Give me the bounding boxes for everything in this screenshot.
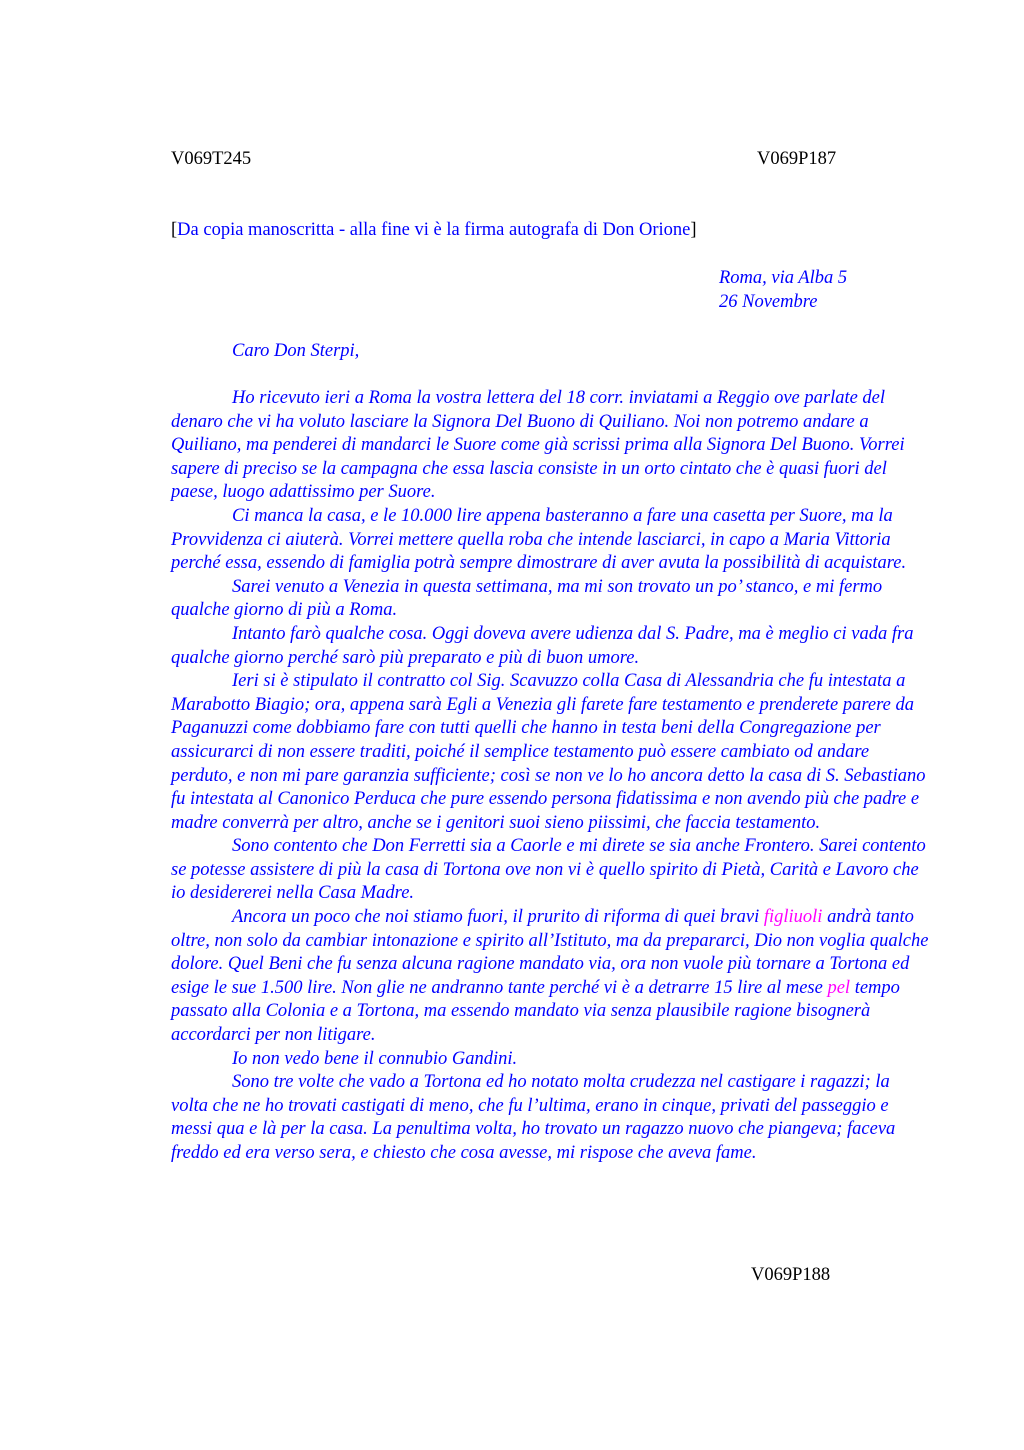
paragraph-9: Sono tre volte che vado a Tortona ed ho notato molta crudezza nel castigare i ragazzi; la volta che ne ho trovati castigati di meno, che fu l’ultima, erano in cinque, privati del passeggio e messi qua e là per la casa. La penultima volta, ho trovato un ragazzo nuovo che piangeva; faceva freddo ed era verso sera, e chiesto che cosa avesse, mi rispose che aveva fame. — [171, 1072, 896, 1163]
paragraph-2: Ci manca la casa, e le 10.000 lire appena basteranno a fare una casetta per Suore, ma la Provvidenza ci aiuterà. Vorrei mettere quella roba che intende lasciarci, in capo a Maria Vittoria perché essa, essendo di famiglia potrà sempre dimostrare di aver avuta la possibilità di acquistare. — [171, 505, 907, 574]
paragraph-7-part-c: andrà tanto oltre, non solo da cambiar intonazione e spirito all’Istituto, ma da prepararci, Dio non voglia qualche dolore. Quel Beni che fu senza alcuna ragione mandato via, ora non vuole più tornare a Tortona ed esige le sue 1.500 lire. Non glie ne andranno tante perché vi è a detrarre 15 lire al mese — [171, 907, 929, 998]
paragraph-6: Sono contento che Don Ferretti sia a Caorle e mi direte se sia anche Frontero. Sarei contento se potesse assistere di più la casa di Tortona ove non vi è quello spirito di Pietà, Carità e Lavoro che io desidererei nella Casa Madre. — [171, 836, 926, 904]
letter-date: 26 Novembre — [719, 291, 818, 312]
paragraph-7-part-a: Ancora un poco che noi stiamo fuori, il prurito di riforma di quei bravi — [232, 907, 764, 928]
paragraph-7 — [171, 906, 931, 1048]
paragraph-8: Io non vedo bene il connubio Gandini. — [232, 1048, 518, 1069]
letter-body — [171, 387, 931, 1166]
paragraph-5: Ieri si è stipulato il contratto col Sig. Scavuzzo colla Casa di Alessandria che fu intestata a Marabotto Biagio; ora, appena sarà Egli a Venezia gli farete fare testamento e prenderete parere da Paganuzzi come dobbiamo fare con tutti quelli che hanno in testa beni della Congregazione per assicurarci di non essere traditi, poiché il semplice testamento può essere cambiato od andare perduto, e non mi pare garanzia sufficiente; così se non ve lo ho ancora detto la casa di S. Sebastiano fu intestata al Canonico Perduca che pure essendo persona fidatissima e non avendo più che padre e madre converrà per altro, anche se i genitori suoi sieno piissimi, che faccia testamento. — [171, 671, 926, 833]
paragraph-1: Ho ricevuto ieri a Roma la vostra lettera del 18 corr. inviatami a Reggio ove parlate del denaro che vi ha voluto lasciare la Signora Del Buono di Quiliano. Noi non potremo andare a Quiliano, ma penderei di mandarci le Suore come già scrissi prima alla Signora Del Buono. Vorrei sapere di preciso se la campagna che essa lascia consiste in un orto cintato che è quasi fuori del paese, luogo adattissimo per Suore. — [171, 388, 905, 503]
volume-ref-left: V069T245 — [171, 149, 252, 169]
place-date-block — [719, 267, 847, 314]
letter-place: Roma, via Alba 5 — [719, 268, 848, 288]
source-note — [171, 219, 697, 243]
note-open-bracket: [ — [171, 220, 178, 240]
note-text: Da copia manoscritta - alla fine vi è la firma autografa di Don Orione — [177, 220, 691, 240]
paragraph-4: Intanto farò qualche cosa. Oggi doveva avere udienza dal S. Padre, ma è meglio ci vada fra qualche giorno perché sarò più preparato e più di buon umore. — [171, 623, 914, 668]
page-ref-right: V069P187 — [757, 149, 837, 169]
paragraph-3: Sarei venuto a Venezia in questa settimana, ma mi son trovato un po’ stanco, e mi fermo qualche giorno di più a Roma. — [171, 576, 883, 621]
paragraph-7-part-e: tempo passato alla Colonia e a Tortona, ma essendo mandato via senza plausibile ragione bisognerà accordarci per non litigare. — [171, 977, 900, 1046]
page-ref-bottom: V069P188 — [751, 1265, 831, 1285]
salutation: Caro Don Sterpi, — [232, 341, 360, 361]
highlighted-word-figliuoli: figliuoli — [763, 907, 823, 928]
highlighted-word-pel: pel — [827, 977, 851, 998]
note-close-bracket: ] — [690, 220, 697, 240]
